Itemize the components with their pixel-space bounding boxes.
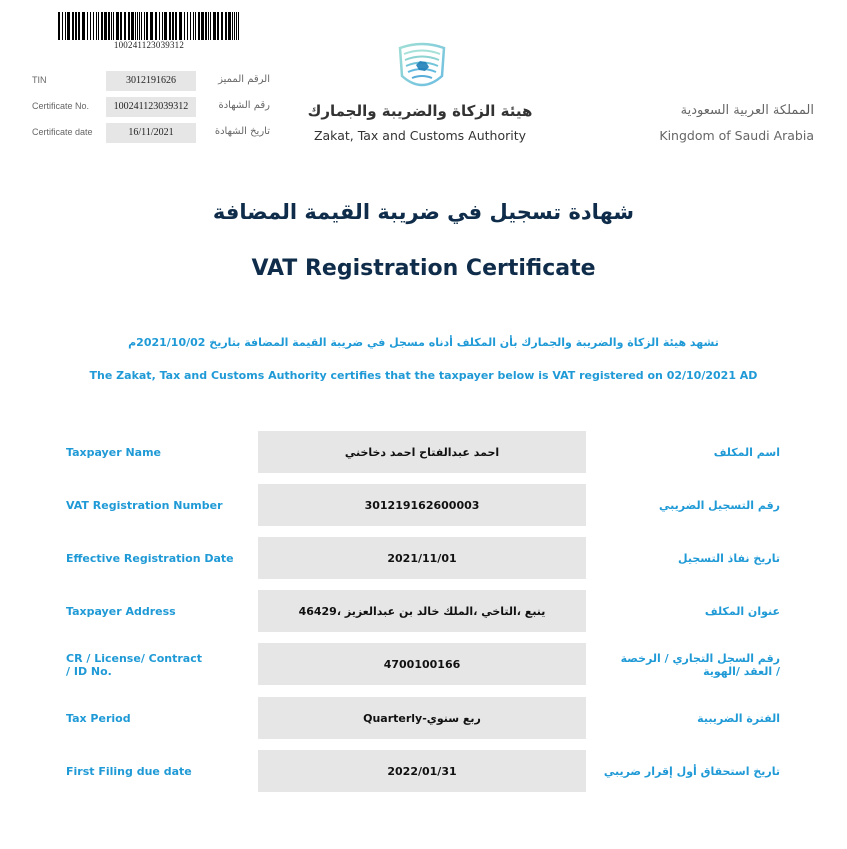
barcode-bar [179, 12, 182, 40]
barcode-bar [104, 12, 107, 40]
barcode-bar [139, 12, 140, 40]
meta-label-en: Certificate date [32, 127, 93, 137]
field-label-ar: عنوان المكلف [704, 605, 780, 618]
barcode-bar [210, 12, 211, 40]
field-cr-license-id [0, 643, 847, 685]
barcode-bar [58, 12, 60, 40]
barcode-bar [137, 12, 138, 40]
barcode-bar [155, 12, 157, 40]
meta-value: 100241123039312 [106, 97, 196, 117]
barcode-bar [195, 12, 196, 40]
certify-statement-en: The Zakat, Tax and Customs Authority certifies that the taxpayer below is VAT registered on 02/10/2021 AD [89, 369, 758, 382]
barcode-bar [217, 12, 219, 40]
barcode-image [58, 12, 240, 40]
barcode-bar [111, 12, 112, 40]
meta-label-en: TIN [32, 75, 47, 85]
barcode-bar [213, 12, 216, 40]
field-value: احمد عبدالفتاح احمد دخاخني [344, 445, 500, 459]
meta-row-certificate-no [30, 97, 280, 119]
barcode-bar [201, 12, 204, 40]
field-label-ar-line2: / العقد /الهوية [703, 665, 780, 678]
barcode-bar [236, 12, 237, 40]
barcode-bar [232, 12, 233, 40]
field-label-ar: الفترة الضريبية [697, 712, 780, 725]
barcode-bar [238, 12, 239, 40]
barcode-bar [184, 12, 185, 40]
meta-value: 3012191626 [106, 71, 196, 91]
field-value-box [258, 750, 586, 792]
certify-statement-ar: تشهد هيئة الزكاة والضريبة والجمارك بأن المكلف أدناه مسجل في ضريبة القيمة المضافة بتاريخ 2021/10/02م [128, 336, 719, 349]
barcode-bar [190, 12, 191, 40]
field-label-ar: تاريخ نفاذ التسجيل [678, 552, 780, 565]
barcode-bar [144, 12, 145, 40]
field-value-box [258, 431, 586, 473]
barcode-bar [101, 12, 103, 40]
field-tax-period [0, 697, 847, 739]
authority-name-ar: هيئة الزكاة والضريبة والجمارك [307, 102, 533, 120]
meta-row-certificate-date [30, 123, 280, 145]
barcode-bar [116, 12, 119, 40]
barcode-bar [131, 12, 134, 40]
field-label-ar: رقم السجل التجاري / الرخصة [620, 652, 780, 665]
barcode-bar [141, 12, 142, 40]
barcode-bar [164, 12, 167, 40]
field-label-ar: اسم المكلف [713, 446, 780, 459]
barcode-bar [82, 12, 85, 40]
kingdom-name-ar: المملكة العربية السعودية [680, 103, 814, 118]
meta-value: 16/11/2021 [106, 123, 196, 143]
field-taxpayer-address [0, 590, 847, 632]
barcode-bar [234, 12, 235, 40]
field-label-ar-block [621, 652, 780, 678]
barcode-bar [159, 12, 160, 40]
field-value-box [258, 484, 586, 526]
barcode-bar [78, 12, 80, 40]
field-label-en: Taxpayer Name [66, 446, 161, 459]
barcode-bar [75, 12, 77, 40]
field-label-en: CR / License/ Contract [66, 652, 203, 665]
field-label-ar: تاريخ استحقاق أول إقرار ضريبي [603, 765, 780, 778]
certificate-title-en: VAT Registration Certificate [251, 256, 596, 281]
field-label-en-block [66, 652, 202, 678]
barcode-bar [221, 12, 223, 40]
barcode-bar [225, 12, 227, 40]
barcode-bar [162, 12, 163, 40]
field-label-en: VAT Registration Number [66, 499, 223, 512]
authority-name-en: Zakat, Tax and Customs Authority [313, 128, 527, 143]
field-value: 2022/01/31 [387, 764, 457, 778]
field-value-box [258, 697, 586, 739]
barcode-bar [72, 12, 74, 40]
meta-row-tin [30, 71, 280, 93]
barcode-bar [65, 12, 66, 40]
field-value: 301219162600003 [364, 498, 480, 512]
zatca-logo-icon [392, 38, 452, 98]
barcode-bar [135, 12, 136, 40]
meta-label-ar: رقم الشهادة [218, 100, 270, 111]
barcode-bar [108, 12, 110, 40]
barcode-bar [169, 12, 171, 40]
barcode-bar [193, 12, 194, 40]
barcode-bar [98, 12, 99, 40]
barcode-bar [187, 12, 188, 40]
barcode-bar [228, 12, 231, 40]
field-taxpayer-name [0, 431, 847, 473]
barcode-bar [96, 12, 97, 40]
barcode-bar [150, 12, 153, 40]
barcode-bar [113, 12, 114, 40]
barcode-bar [62, 12, 63, 40]
barcode-number: 100241123039312 [113, 40, 185, 50]
field-value-box [258, 537, 586, 579]
barcode-bar [120, 12, 122, 40]
certificate-title-ar: شهادة تسجيل في ضريبة القيمة المضافة [212, 200, 635, 224]
barcode-bar [198, 12, 200, 40]
field-value: 4700100166 [383, 657, 461, 671]
barcode-bar [90, 12, 91, 40]
field-value: 2021/11/01 [387, 551, 457, 565]
field-label-ar: رقم التسجيل الضريبي [659, 499, 780, 512]
field-value-box [258, 643, 586, 685]
field-first-filing-due-date [0, 750, 847, 792]
barcode-bar [175, 12, 177, 40]
field-vat-registration-number [0, 484, 847, 526]
meta-label-ar: تاريخ الشهادة [214, 126, 270, 137]
barcode-bar [67, 12, 70, 40]
meta-label-en: Certificate No. [32, 101, 90, 111]
barcode-bar [205, 12, 207, 40]
kingdom-name-en: Kingdom of Saudi Arabia [659, 128, 814, 143]
field-label-en: Tax Period [66, 712, 131, 725]
field-label-en: Taxpayer Address [66, 605, 176, 618]
barcode-bar [146, 12, 148, 40]
barcode-bar [208, 12, 209, 40]
field-label-en-line2: / ID No. [66, 665, 112, 678]
barcode-bar [128, 12, 130, 40]
field-label-en: First Filing due date [66, 765, 192, 778]
field-effective-registration-date [0, 537, 847, 579]
barcode-bar [172, 12, 174, 40]
field-label-en: Effective Registration Date [66, 552, 234, 565]
barcode-bar [124, 12, 126, 40]
barcode-bar [87, 12, 88, 40]
field-value: ربع سنوي-Quarterly [363, 711, 481, 725]
field-value: ينبع ،التاخي ،الملك خالد بن عبدالعزيز ،46429 [298, 604, 546, 618]
barcode-bar [93, 12, 94, 40]
field-value-box [258, 590, 586, 632]
meta-label-ar: الرقم المميز [218, 74, 270, 85]
